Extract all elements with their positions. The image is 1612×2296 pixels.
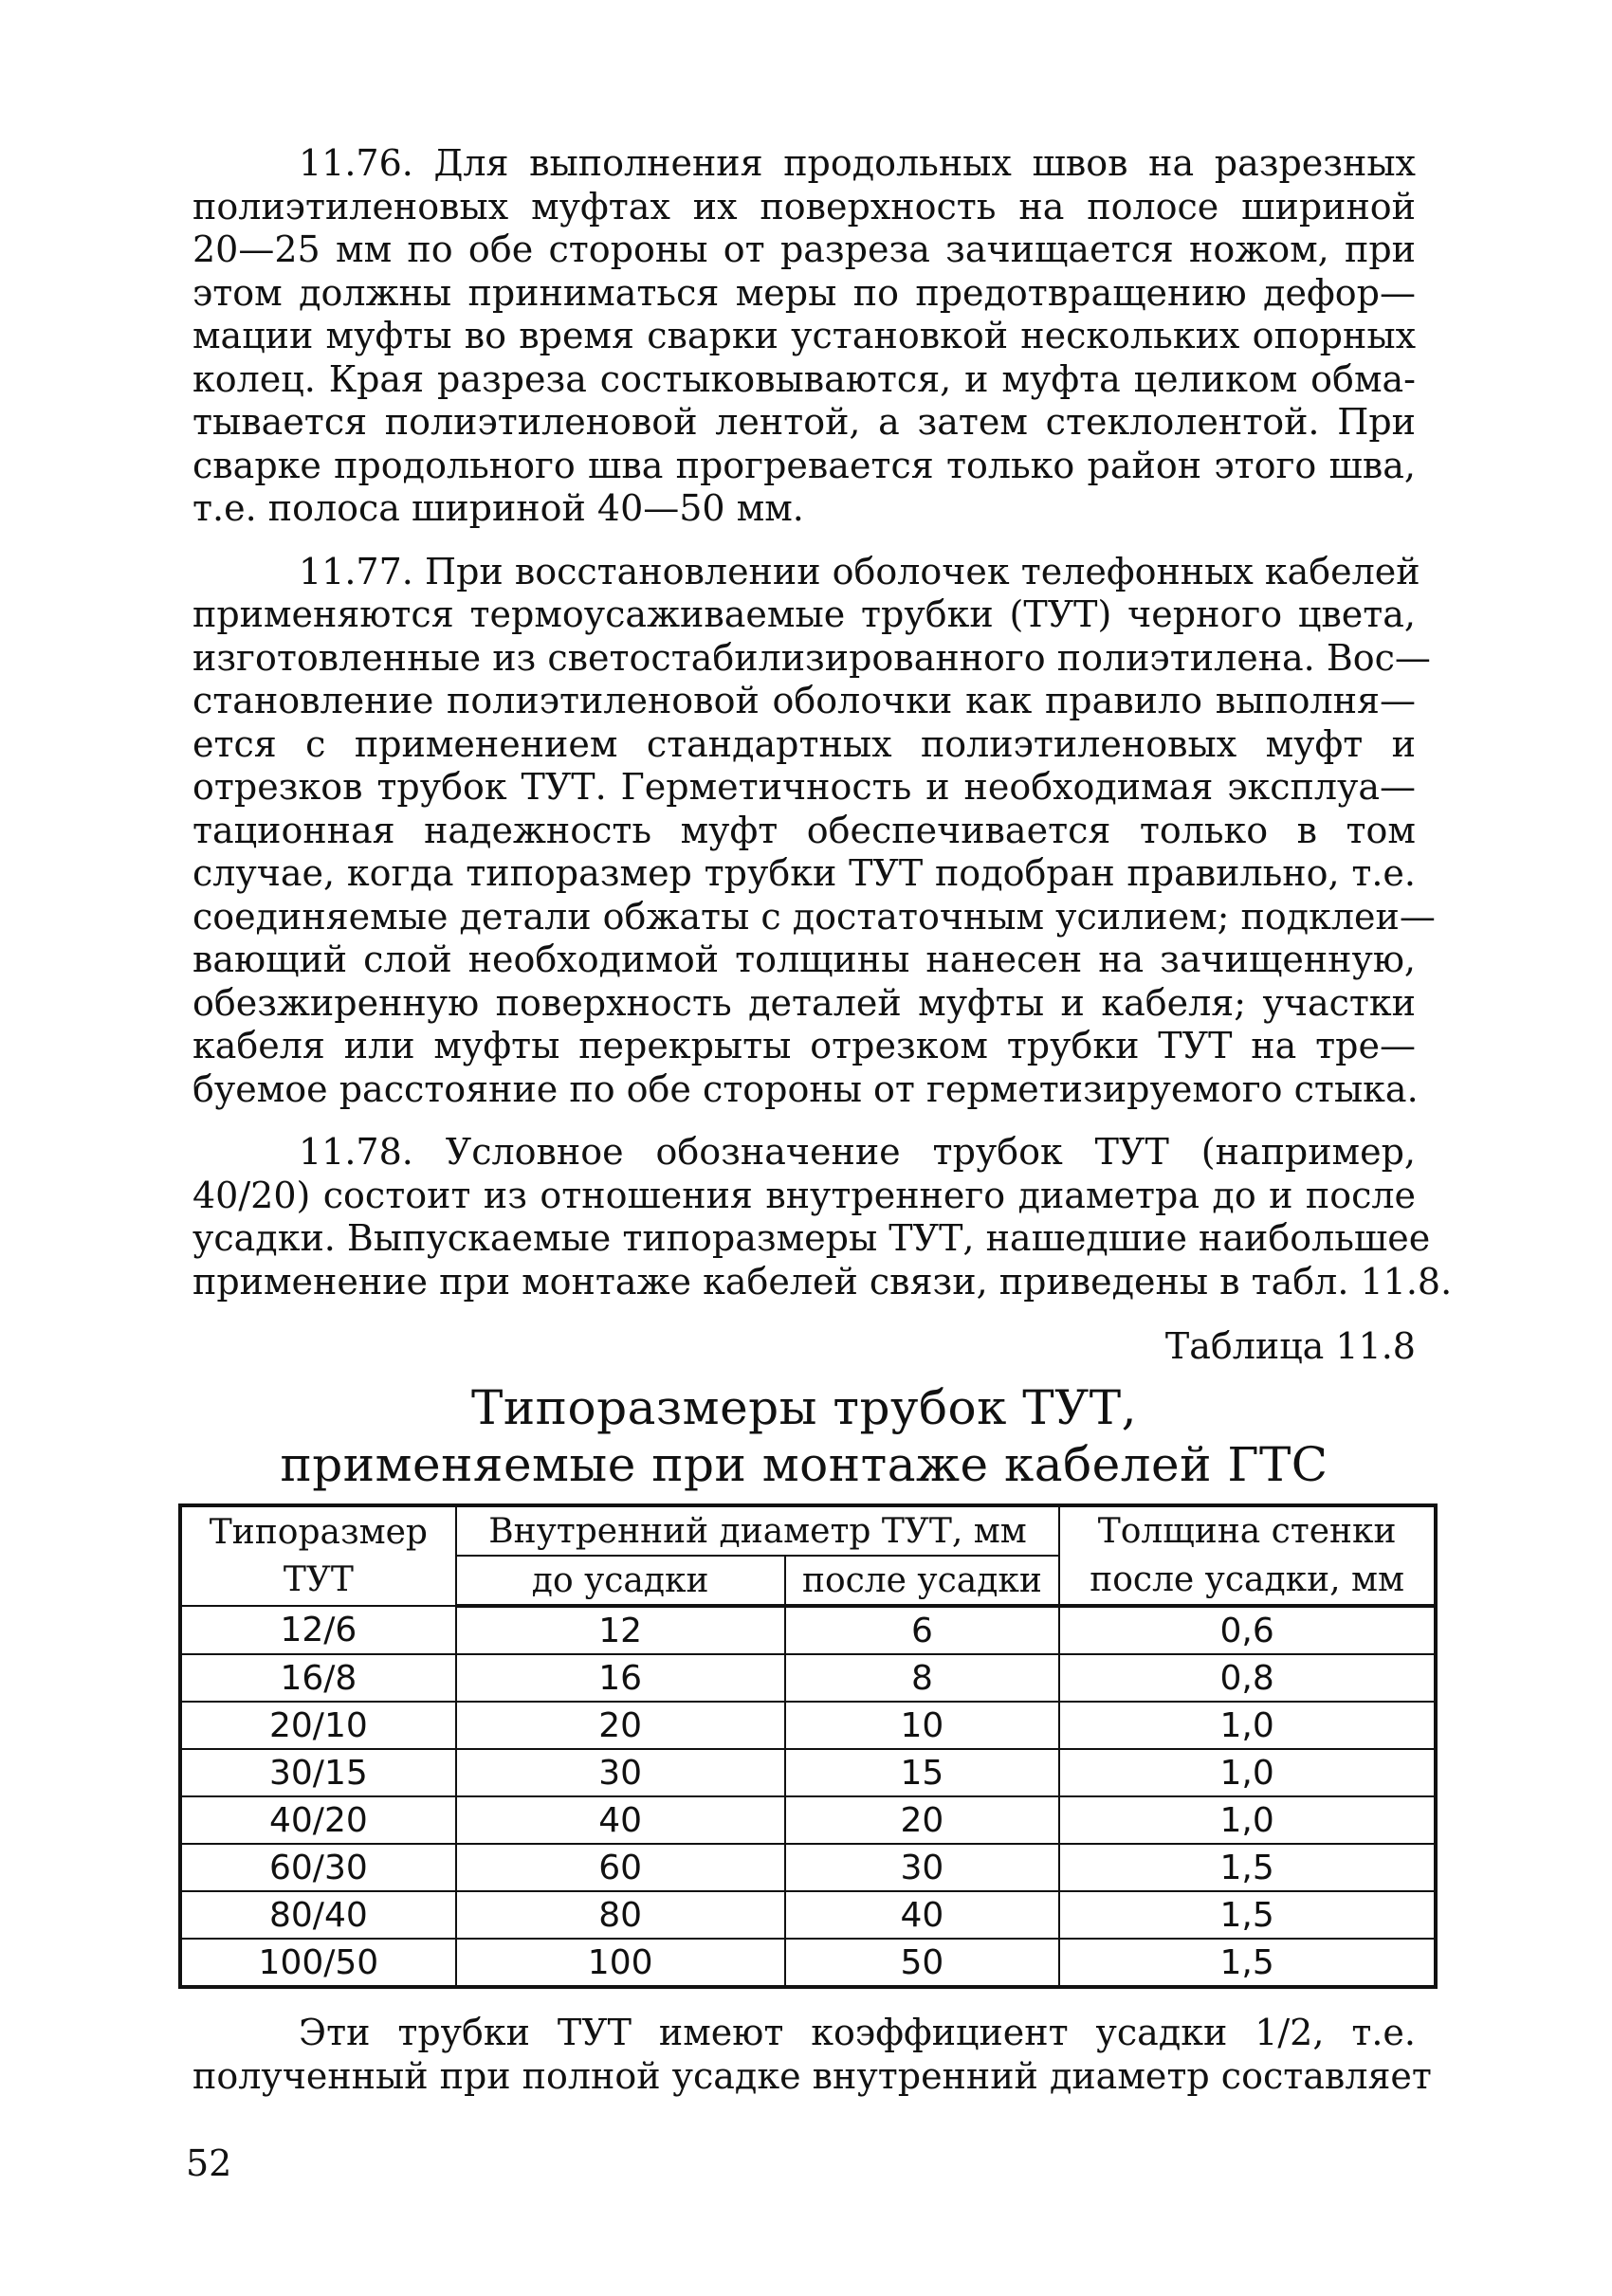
cell-before: 12: [456, 1606, 785, 1654]
header-size: [180, 1505, 456, 1606]
cell-size: 100/50: [180, 1939, 456, 1987]
text-line: 11.78. Условное обозначение трубок ТУТ (например,: [299, 1131, 1416, 1173]
cell-after: 10: [785, 1702, 1060, 1749]
text-line: 40/20) состоит из отношения внутреннего диаметра до и после: [192, 1174, 1416, 1216]
text-line: тационная надежность муфт обеспечивается только в том: [192, 809, 1416, 851]
table-row: [180, 1702, 1436, 1749]
text-line: 20—25 мм по обе стороны от разреза зачищается ножом, при: [192, 228, 1416, 270]
closing-paragraph: [192, 2012, 1432, 2098]
text-line: тывается полиэтиленовой лентой, а затем стеклолентой. При: [192, 401, 1416, 443]
cell-size: 80/40: [180, 1891, 456, 1939]
cell-thickness: 1,5: [1059, 1844, 1436, 1891]
header-after-shrink: после усадки: [785, 1556, 1060, 1606]
cell-before: 100: [456, 1939, 785, 1987]
table-title-line: применяемые при монтаже кабелей ГТС: [280, 1437, 1328, 1492]
table-row: [180, 1654, 1436, 1702]
header-before-shrink: до усадки: [456, 1556, 785, 1606]
tube-sizes-table: [178, 1503, 1438, 1989]
cell-after: 15: [785, 1749, 1060, 1796]
table-row: [180, 1891, 1436, 1939]
table-row: [180, 1606, 1436, 1654]
table-row: [180, 1844, 1436, 1891]
cell-thickness: 1,0: [1059, 1702, 1436, 1749]
cell-size: 20/10: [180, 1702, 456, 1749]
cell-after: 8: [785, 1654, 1060, 1702]
cell-before: 30: [456, 1749, 785, 1796]
table-title: [192, 1379, 1416, 1493]
cell-thickness: 1,5: [1059, 1939, 1436, 1987]
text-line: мации муфты во время сварки установкой нескольких опорных: [192, 315, 1416, 356]
cell-after: 40: [785, 1891, 1060, 1939]
cell-before: 60: [456, 1844, 785, 1891]
text-line: полиэтиленовых муфтах их поверхность на полосе шириной: [192, 185, 1416, 228]
text-line: изготовленные из светостабилизированного полиэтилена. Вос—: [192, 636, 1431, 679]
text-line: Эти трубки ТУТ имеют коэффициент усадки 1/2, т.е.: [299, 2012, 1416, 2053]
table-title-line: Типоразмеры трубок ТУТ,: [470, 1380, 1138, 1435]
document-page: [192, 142, 1453, 1493]
text-line: этом должны приниматься меры по предотвращению дефор—: [192, 271, 1416, 314]
header-inner-diameter: Внутренний диаметр ТУТ, мм: [456, 1505, 1060, 1556]
cell-after: 50: [785, 1939, 1060, 1987]
text-line: т.е. полоса шириной 40—50 мм.: [192, 487, 804, 529]
cell-thickness: 1,0: [1059, 1796, 1436, 1844]
cell-after: 6: [785, 1606, 1060, 1654]
text-line: колец. Края разреза состыковываются, и муфта целиком обма-: [192, 357, 1416, 400]
text-line: случае, когда типоразмер трубки ТУТ подобран правильно, т.е.: [192, 852, 1416, 894]
text-line: сварке продольного шва прогревается только район этого шва,: [192, 444, 1416, 486]
paragraph-shrink-coefficient: [192, 2012, 1432, 2098]
cell-before: 16: [456, 1654, 785, 1702]
cell-thickness: 0,8: [1059, 1654, 1436, 1702]
cell-size: 40/20: [180, 1796, 456, 1844]
cell-before: 20: [456, 1702, 785, 1749]
cell-size: 16/8: [180, 1654, 456, 1702]
text-line: 11.76. Для выполнения продольных швов на разрезных: [299, 142, 1416, 184]
text-line: усадки. Выпускаемые типоразмеры ТУТ, нашедшие наибольшее: [192, 1217, 1431, 1259]
cell-after: 30: [785, 1844, 1060, 1891]
text-line: ется с применением стандартных полиэтиленовых муфт и: [192, 722, 1416, 765]
table-body: [180, 1606, 1436, 1987]
header-size-line1: Типоразмер: [209, 1512, 428, 1552]
text-line: полученный при полной усадке внутренний диаметр составляет: [192, 2054, 1432, 2097]
table-row: [180, 1749, 1436, 1796]
paragraph-11-76: [192, 142, 1416, 531]
text-line: отрезков трубок ТУТ. Герметичность и необходимая эксплуа—: [192, 766, 1416, 808]
text-line: кабеля или муфты перекрыты отрезком трубки ТУТ на тре—: [192, 1025, 1416, 1066]
text-line: соединяемые детали обжаты с достаточным усилием; подклеи—: [192, 895, 1436, 938]
header-wall-thickness-line1: Толщина стенки: [1059, 1505, 1436, 1556]
cell-before: 40: [456, 1796, 785, 1844]
cell-size: 30/15: [180, 1749, 456, 1796]
text-line: обезжиренную поверхность деталей муфты и кабеля; участки: [192, 981, 1416, 1024]
text-line: буемое расстояние по обе стороны от герметизируемого стыка.: [192, 1067, 1419, 1110]
text-line: применяются термоусаживаемые трубки (ТУТ) черного цвета,: [192, 593, 1416, 635]
cell-thickness: 0,6: [1059, 1606, 1436, 1654]
table-row: [180, 1796, 1436, 1844]
cell-before: 80: [456, 1891, 785, 1939]
page-number: 52: [186, 2142, 232, 2184]
header-wall-thickness-line2: после усадки, мм: [1059, 1556, 1436, 1606]
header-size-line2: ТУТ: [283, 1559, 354, 1599]
cell-thickness: 1,5: [1059, 1891, 1436, 1939]
table-label: Таблица 11.8: [1164, 1325, 1416, 1367]
cell-size: 60/30: [180, 1844, 456, 1891]
cell-thickness: 1,0: [1059, 1749, 1436, 1796]
text-line: применение при монтаже кабелей связи, приведены в табл. 11.8.: [192, 1260, 1453, 1303]
text-line: 11.77. При восстановлении оболочек телефонных кабелей: [299, 550, 1420, 592]
paragraph-11-77: [192, 550, 1436, 1112]
text-line: становление полиэтиленовой оболочки как правило выполня—: [192, 680, 1416, 721]
text-line: вающий слой необходимой толщины нанесен на зачищенную,: [192, 938, 1416, 980]
cell-after: 20: [785, 1796, 1060, 1844]
paragraph-11-78: [192, 1131, 1453, 1303]
table-row: [180, 1939, 1436, 1987]
cell-size: 12/6: [180, 1606, 456, 1654]
